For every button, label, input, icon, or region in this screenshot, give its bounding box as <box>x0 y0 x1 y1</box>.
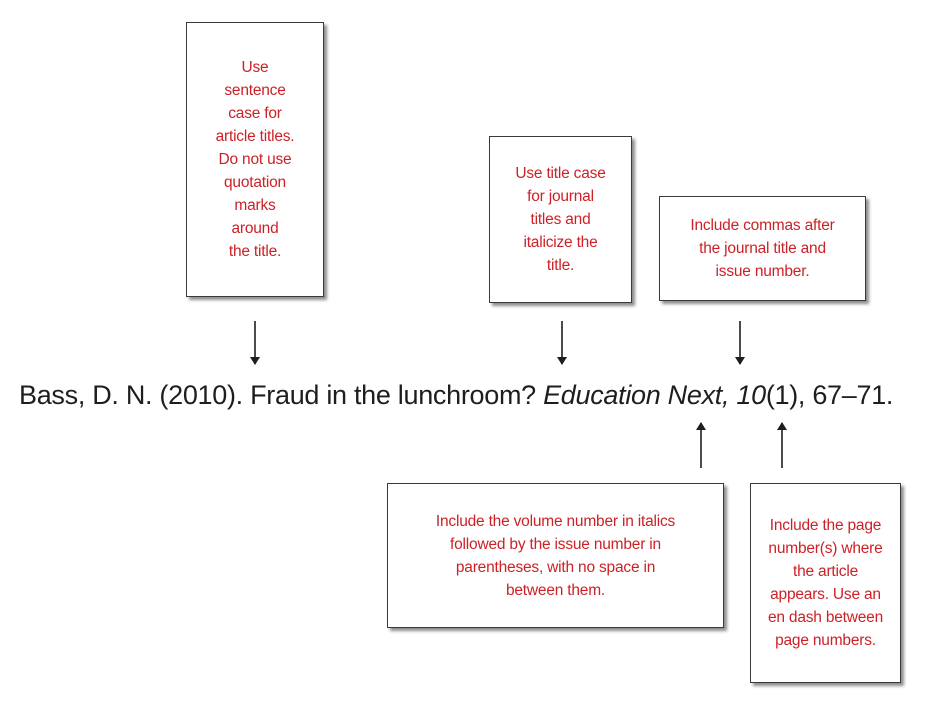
callout-commas: Include commas after the journal title and issue number. <box>659 196 866 301</box>
citation-journal-name: Education Next, <box>543 380 730 410</box>
citation-issue: (1), <box>765 380 813 410</box>
citation-authors-year: Bass, D. N. (2010). <box>19 380 251 410</box>
callout-article-title: Use sentence case for article titles. Do not use quotation marks around the title. <box>186 22 324 297</box>
callout-journal-title: Use title case for journal titles and italicize the title. <box>489 136 632 303</box>
citation-pages: 67–71. <box>812 380 894 410</box>
callout-volume-number: Include the volume number in italics followed by the issue number in parentheses, with no space in between them. <box>387 483 724 628</box>
citation-article-title: Fraud in the lunchroom? <box>250 380 544 410</box>
callout-page-numbers: Include the page number(s) where the article appears. Use an en dash between page numbers. <box>750 483 901 683</box>
citation-volume: 10 <box>736 380 766 410</box>
